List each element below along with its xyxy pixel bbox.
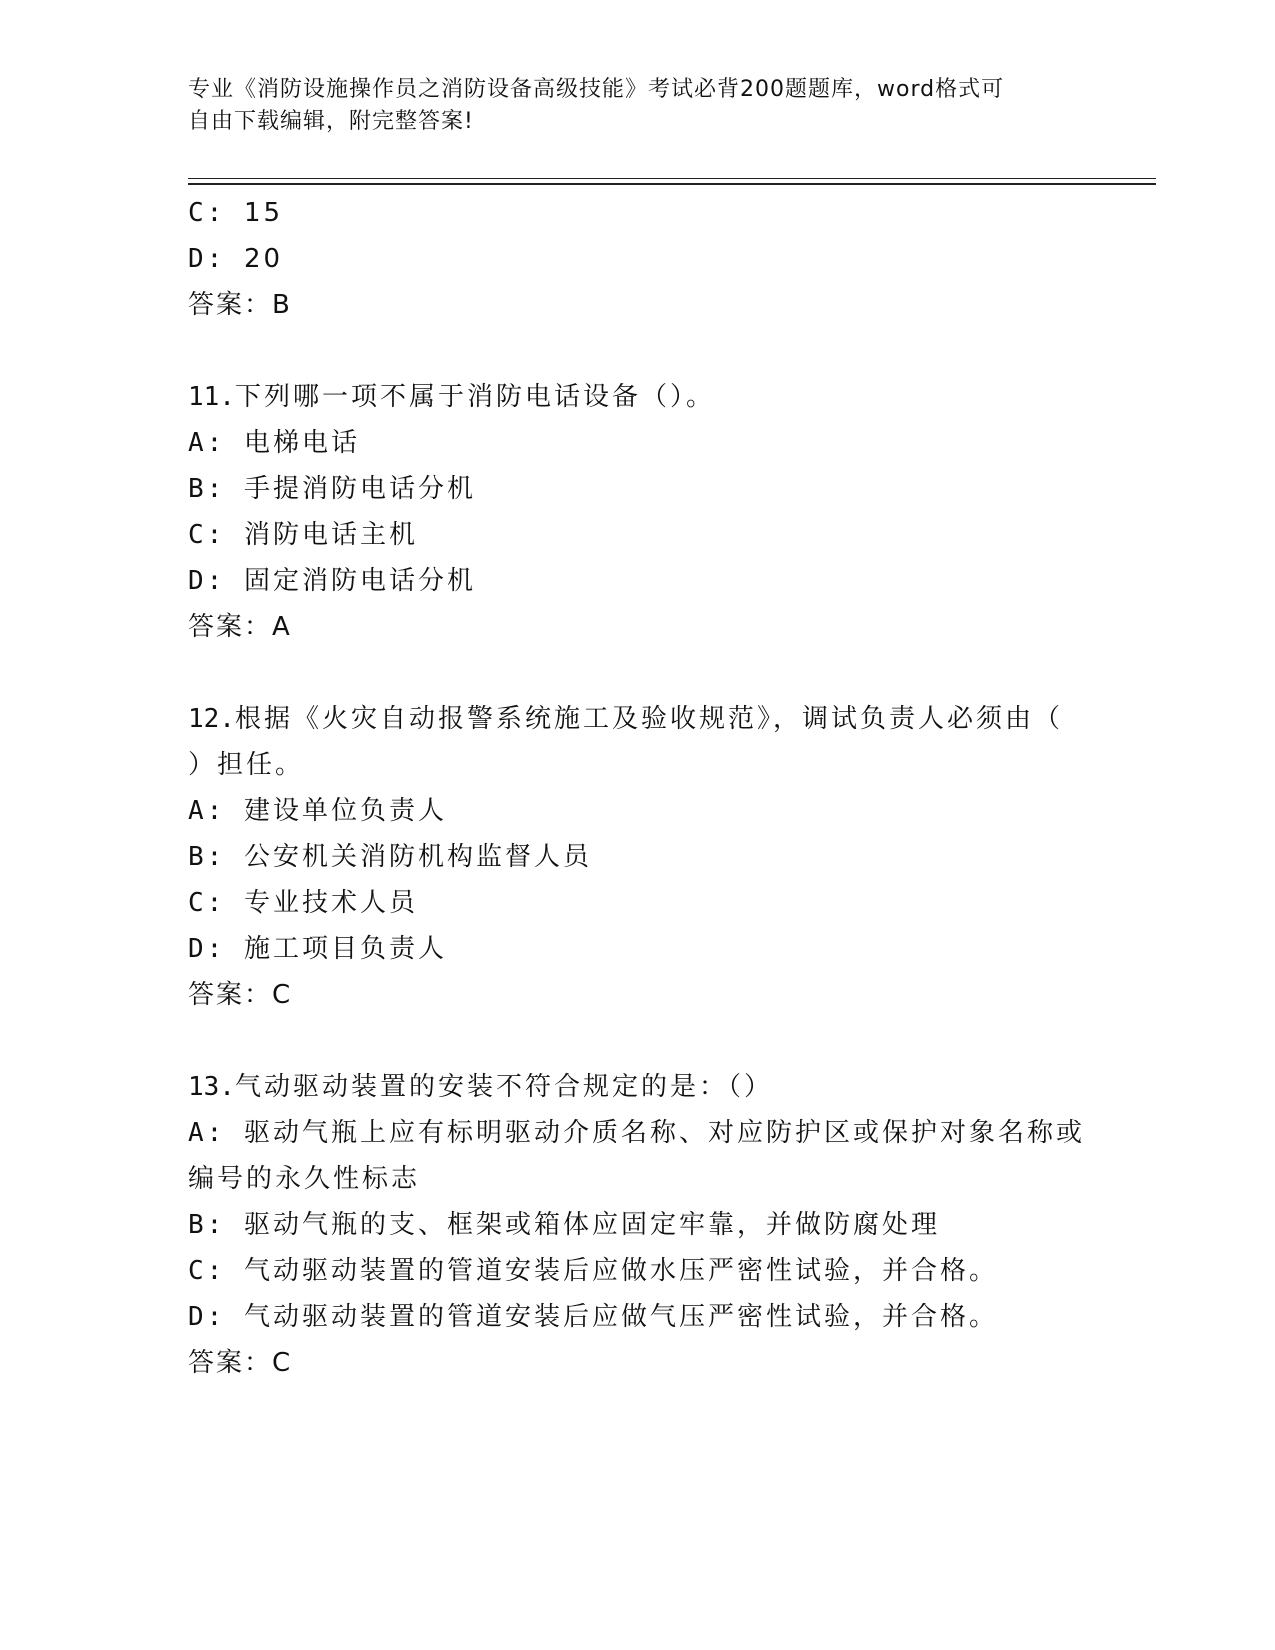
option-d: D: 20: [188, 244, 284, 274]
header-line-2: 自由下载编辑，附完整答案!: [188, 109, 474, 134]
option-c: C: 15: [188, 198, 284, 228]
answer: 答案：C: [188, 1348, 293, 1378]
question-title-continued: ）担任。: [188, 750, 305, 780]
header-divider-thick: [188, 183, 1156, 185]
option-a-continued: 编号的永久性标志: [188, 1164, 421, 1194]
option-b: B: 公安机关消防机构监督人员: [188, 842, 592, 872]
header-line-1: 专业《消防设施操作员之消防设备高级技能》考试必背200题题库，word格式可: [188, 77, 1005, 102]
option-d: D: 气动驱动装置的管道安装后应做气压严密性试验，并合格。: [188, 1302, 998, 1332]
option-d: D: 施工项目负责人: [188, 934, 447, 964]
question-12: [188, 696, 1088, 1018]
option-c: C: 专业技术人员: [188, 888, 418, 918]
option-a: A: 驱动气瓶上应有标明驱动介质名称、对应防护区或保护对象名称或: [188, 1118, 1085, 1148]
question-11: [188, 374, 1088, 650]
document-header: [188, 74, 1088, 138]
option-c: C: 消防电话主机: [188, 520, 418, 550]
question-title: 12.根据《火灾自动报警系统施工及验收规范》，调试负责人必须由（: [188, 704, 1063, 734]
answer: 答案：C: [188, 980, 293, 1010]
option-b: B: 驱动气瓶的支、框架或箱体应固定牢靠，并做防腐处理: [188, 1210, 940, 1240]
question-13: [188, 1064, 1088, 1386]
question-10-tail: [188, 190, 1088, 328]
option-a: A: 电梯电话: [188, 428, 360, 458]
header-divider-thin: [188, 178, 1156, 179]
option-b: B: 手提消防电话分机: [188, 474, 476, 504]
option-d: D: 固定消防电话分机: [188, 566, 476, 596]
answer: 答案：A: [188, 612, 292, 642]
option-a: A: 建设单位负责人: [188, 796, 447, 826]
question-list: [188, 190, 1088, 1386]
question-title: 11.下列哪一项不属于消防电话设备（）。: [188, 382, 715, 412]
answer: 答案：B: [188, 290, 292, 320]
option-c: C: 气动驱动装置的管道安装后应做水压严密性试验，并合格。: [188, 1256, 998, 1286]
question-title: 13.气动驱动装置的安装不符合规定的是：（）: [188, 1072, 773, 1102]
